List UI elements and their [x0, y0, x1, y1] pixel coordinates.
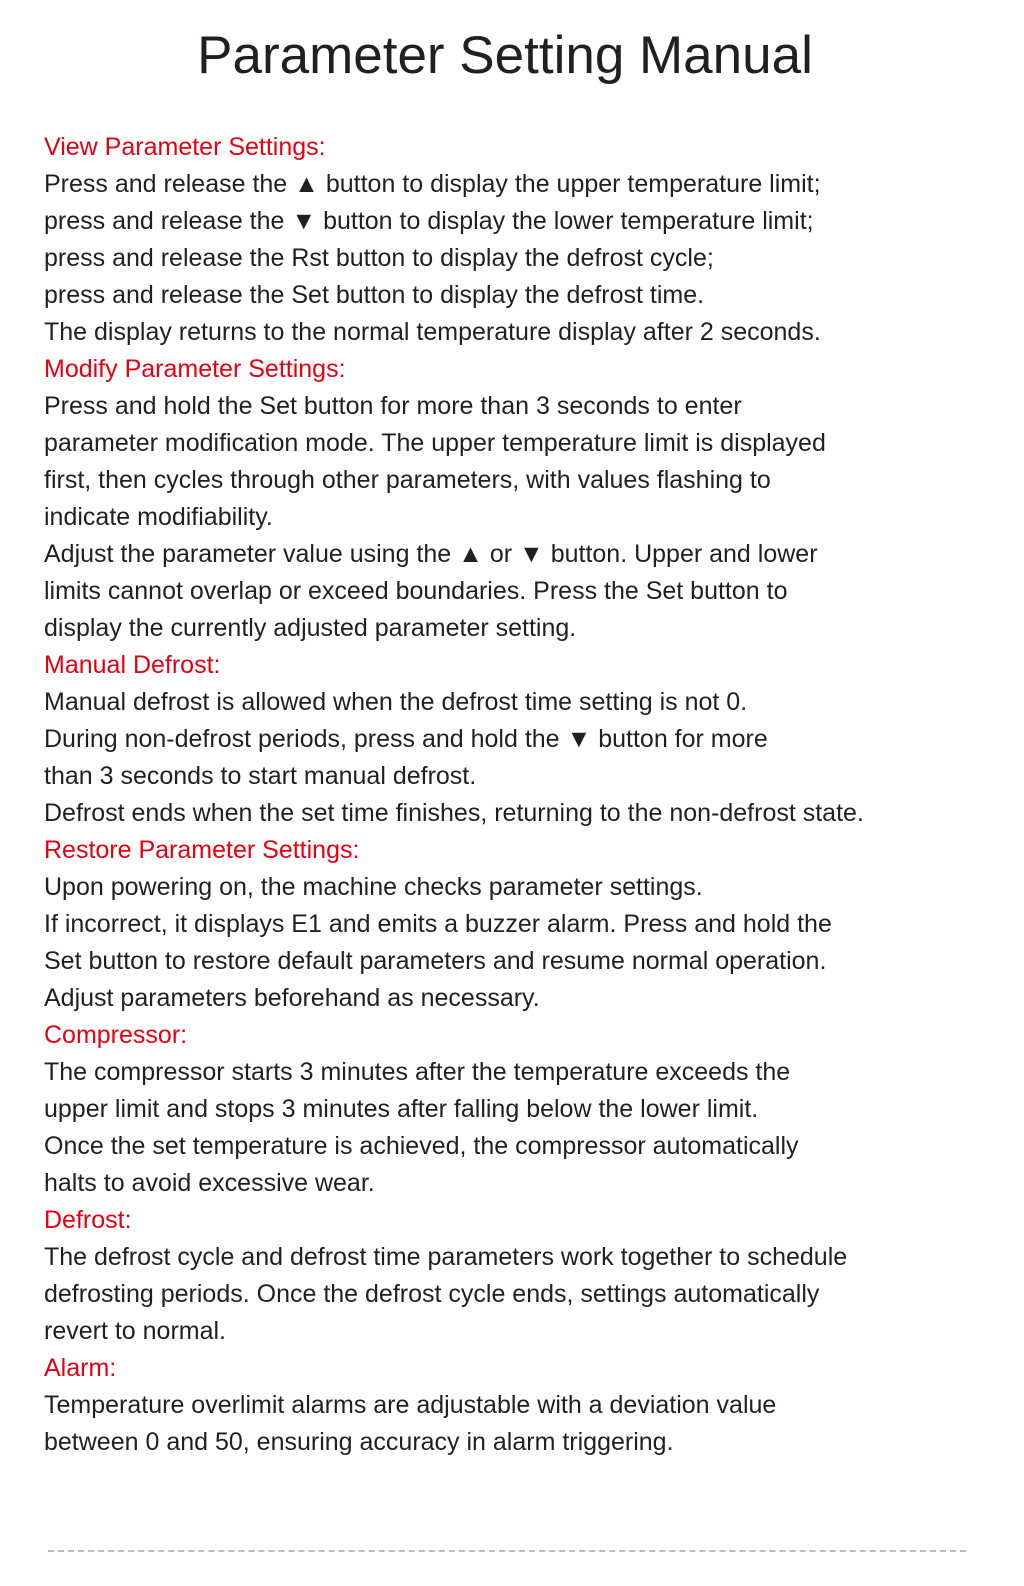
section-heading: Alarm:	[44, 1354, 117, 1382]
body-line: Press and release the ▲ button to display the upper temperature limit;	[44, 170, 821, 198]
body-line: halts to avoid excessive wear.	[44, 1169, 375, 1197]
body-line: between 0 and 50, ensuring accuracy in alarm triggering.	[44, 1428, 674, 1456]
manual-content	[44, 129, 1014, 1461]
body-line: Adjust the parameter value using the ▲ or ▼ button. Upper and lower	[44, 540, 818, 568]
body-line: limits cannot overlap or exceed boundaries. Press the Set button to	[44, 577, 788, 605]
body-line: first, then cycles through other parameters, with values flashing to	[44, 466, 771, 494]
body-line: revert to normal.	[44, 1317, 227, 1345]
body-line: Upon powering on, the machine checks parameter settings.	[44, 873, 703, 901]
body-line: Adjust parameters beforehand as necessary.	[44, 984, 540, 1012]
section-modify-parameter-settings	[44, 351, 1014, 647]
body-line: press and release the Set button to display the defrost time.	[44, 281, 705, 309]
body-line: press and release the Rst button to display the defrost cycle;	[44, 244, 714, 272]
body-line: The display returns to the normal temperature display after 2 seconds.	[44, 318, 821, 346]
body-line: Press and hold the Set button for more than 3 seconds to enter	[44, 392, 742, 420]
body-line: The defrost cycle and defrost time parameters work together to schedule	[44, 1243, 848, 1271]
section-heading: Manual Defrost:	[44, 651, 221, 679]
body-line: Once the set temperature is achieved, the compressor automatically	[44, 1132, 799, 1160]
body-line: than 3 seconds to start manual defrost.	[44, 762, 477, 790]
body-line: Temperature overlimit alarms are adjustable with a deviation value	[44, 1391, 777, 1419]
section-view-parameter-settings	[44, 129, 1014, 351]
page-title: Parameter Setting Manual	[197, 26, 813, 85]
body-line: The compressor starts 3 minutes after the temperature exceeds the	[44, 1058, 791, 1086]
body-line: indicate modifiability.	[44, 503, 273, 531]
section-heading: Modify Parameter Settings:	[44, 355, 346, 383]
section-restore-parameter-settings	[44, 832, 1014, 1017]
section-heading: Restore Parameter Settings:	[44, 836, 360, 864]
section-heading: View Parameter Settings:	[44, 133, 326, 161]
body-line: If incorrect, it displays E1 and emits a buzzer alarm. Press and hold the	[44, 910, 832, 938]
section-heading: Compressor:	[44, 1021, 188, 1049]
body-line: Manual defrost is allowed when the defrost time setting is not 0.	[44, 688, 748, 716]
body-line: During non-defrost periods, press and hold the ▼ button for more	[44, 725, 768, 753]
body-line: Defrost ends when the set time finishes, returning to the non-defrost state.	[44, 799, 864, 827]
body-line: parameter modification mode. The upper temperature limit is displayed	[44, 429, 826, 457]
body-line: Set button to restore default parameters and resume normal operation.	[44, 947, 827, 975]
section-heading: Defrost:	[44, 1206, 132, 1234]
section-alarm	[44, 1350, 1014, 1461]
body-line: display the currently adjusted parameter setting.	[44, 614, 577, 642]
section-defrost	[44, 1202, 1014, 1350]
dashed-divider	[48, 1550, 966, 1552]
body-line: upper limit and stops 3 minutes after falling below the lower limit.	[44, 1095, 759, 1123]
body-line: defrosting periods. Once the defrost cycle ends, settings automatically	[44, 1280, 820, 1308]
body-line: press and release the ▼ button to display the lower temperature limit;	[44, 207, 814, 235]
section-manual-defrost	[44, 647, 1014, 832]
section-compressor	[44, 1017, 1014, 1202]
